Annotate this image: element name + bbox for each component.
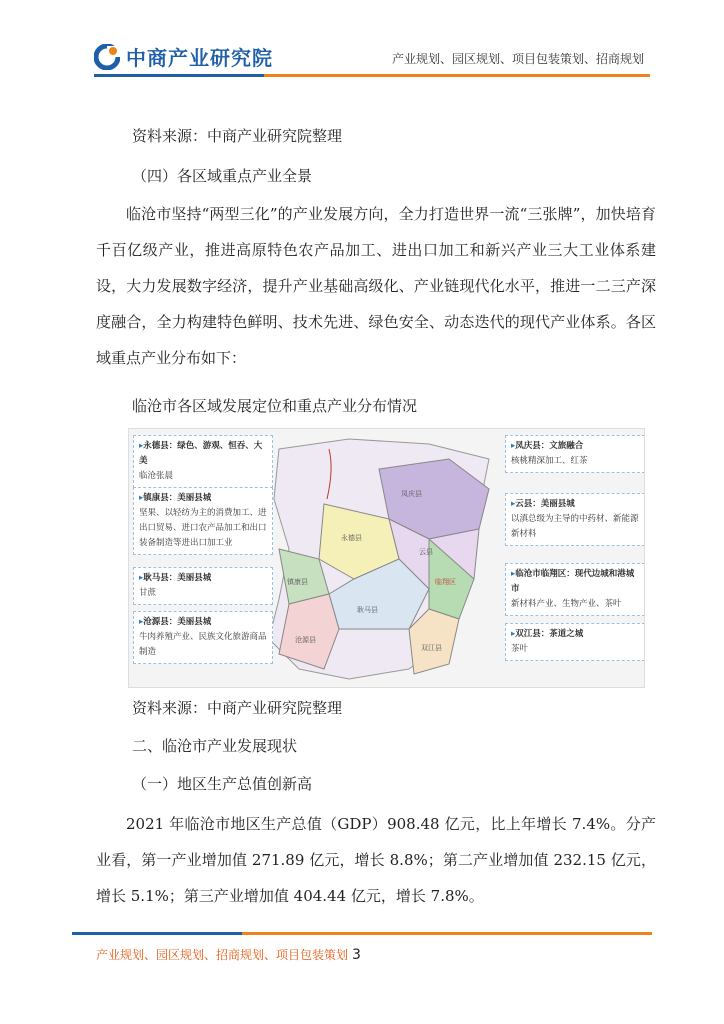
header-tagline: 产业规划、园区规划、项目包装策划、招商规划: [391, 52, 644, 66]
footer-rule-accent: [242, 932, 652, 935]
map-label: 双江县: [421, 644, 442, 652]
region-box-shuangjiang: ▸ 双江县：茶道之城 茶叶: [505, 623, 645, 661]
footer-tagline: 产业规划、园区规划、招商规划、项目包装策划: [96, 948, 349, 962]
region-box-fengqing: ▸ 凤庆县：文旅融合 核桃精深加工、红茶: [505, 435, 645, 473]
section-heading: 二、临沧市产业发展现状: [132, 737, 298, 755]
region-map-figure: [128, 428, 645, 688]
map-label: 云县: [419, 548, 433, 556]
footer-rule: [72, 932, 242, 935]
paragraph: 临沧市坚持“两型三化”的产业发展方向，全力打造世界一流“三张牌”，加快培育千百亿级产业，推进高原特色农产品加工、进出口加工和新兴产业三大工业体系建设，大力发展数字经济，提升产业基础高级化、产业链现代化水平，推进一二三产深度融合，全力构建特色鲜明、技术先进、绿色安全、动态迭代的现代产业体系。各区域重点产业分布如下：: [96, 205, 656, 367]
map-label: 临翔区: [435, 578, 456, 586]
paragraph: 2021 年临沧市地区生产总值（GDP）908.48 亿元，比上年增长 7.4%。分产业看，第一产业增加值 271.89 亿元，增长 8.8%；第二产业增加值 232.15 亿元，增长 5.1%；第三产业增加值 404.44 亿元，增长 7.8%。: [96, 815, 656, 905]
logo: [94, 42, 273, 71]
figure-title: 临沧市各区域发展定位和重点产业分布情况: [132, 397, 418, 415]
region-box-linxiang: ▸ 临沧市临翔区：现代边城和港城市 新材料产业、生物产业、茶叶: [505, 563, 645, 616]
page-number: 3: [352, 947, 361, 963]
map-label: 沧源县: [295, 636, 316, 644]
source-note: 资料来源：中商产业研究院整理: [132, 127, 343, 145]
region-box-yunxian: ▸ 云县：美丽县城 以滇总级为主导的中药材、新能源新材料: [505, 493, 645, 546]
page-footer: [96, 946, 361, 963]
region-box-zhenkang: ▸ 镇康县：美丽县城 坚果、以轻纺为主的消费加工、进出口贸易、进口农产品加工和出口装备制造等进出口加工业: [133, 487, 273, 555]
map-label: 耿马县: [357, 606, 378, 614]
map-label: 凤庆县: [401, 490, 422, 498]
map-label: 镇康县: [287, 578, 308, 586]
region-box-cangyuan: ▸ 沧源县：美丽县城 牛肉养殖产业、民族文化旅游商品制造: [133, 611, 273, 664]
subsection-heading: （一）地区生产总值创新高: [132, 775, 313, 793]
page-header: [0, 0, 724, 90]
logo-text: 中商产业研究院: [126, 46, 273, 70]
header-rule: [94, 74, 264, 77]
logo-mark-icon: [94, 44, 120, 70]
header-rule-accent: [264, 74, 650, 77]
source-note: 资料来源：中商产业研究院整理: [132, 699, 343, 717]
region-box-yongde: ▸ 永德县：绿色、游观、恒吞、大美 临沧张晨: [133, 435, 273, 488]
region-box-gengma: ▸ 耿马县：美丽县城 甘蔗: [133, 567, 273, 605]
map-label: 永德县: [341, 534, 362, 542]
section-heading: （四）各区域重点产业全景: [132, 167, 313, 185]
